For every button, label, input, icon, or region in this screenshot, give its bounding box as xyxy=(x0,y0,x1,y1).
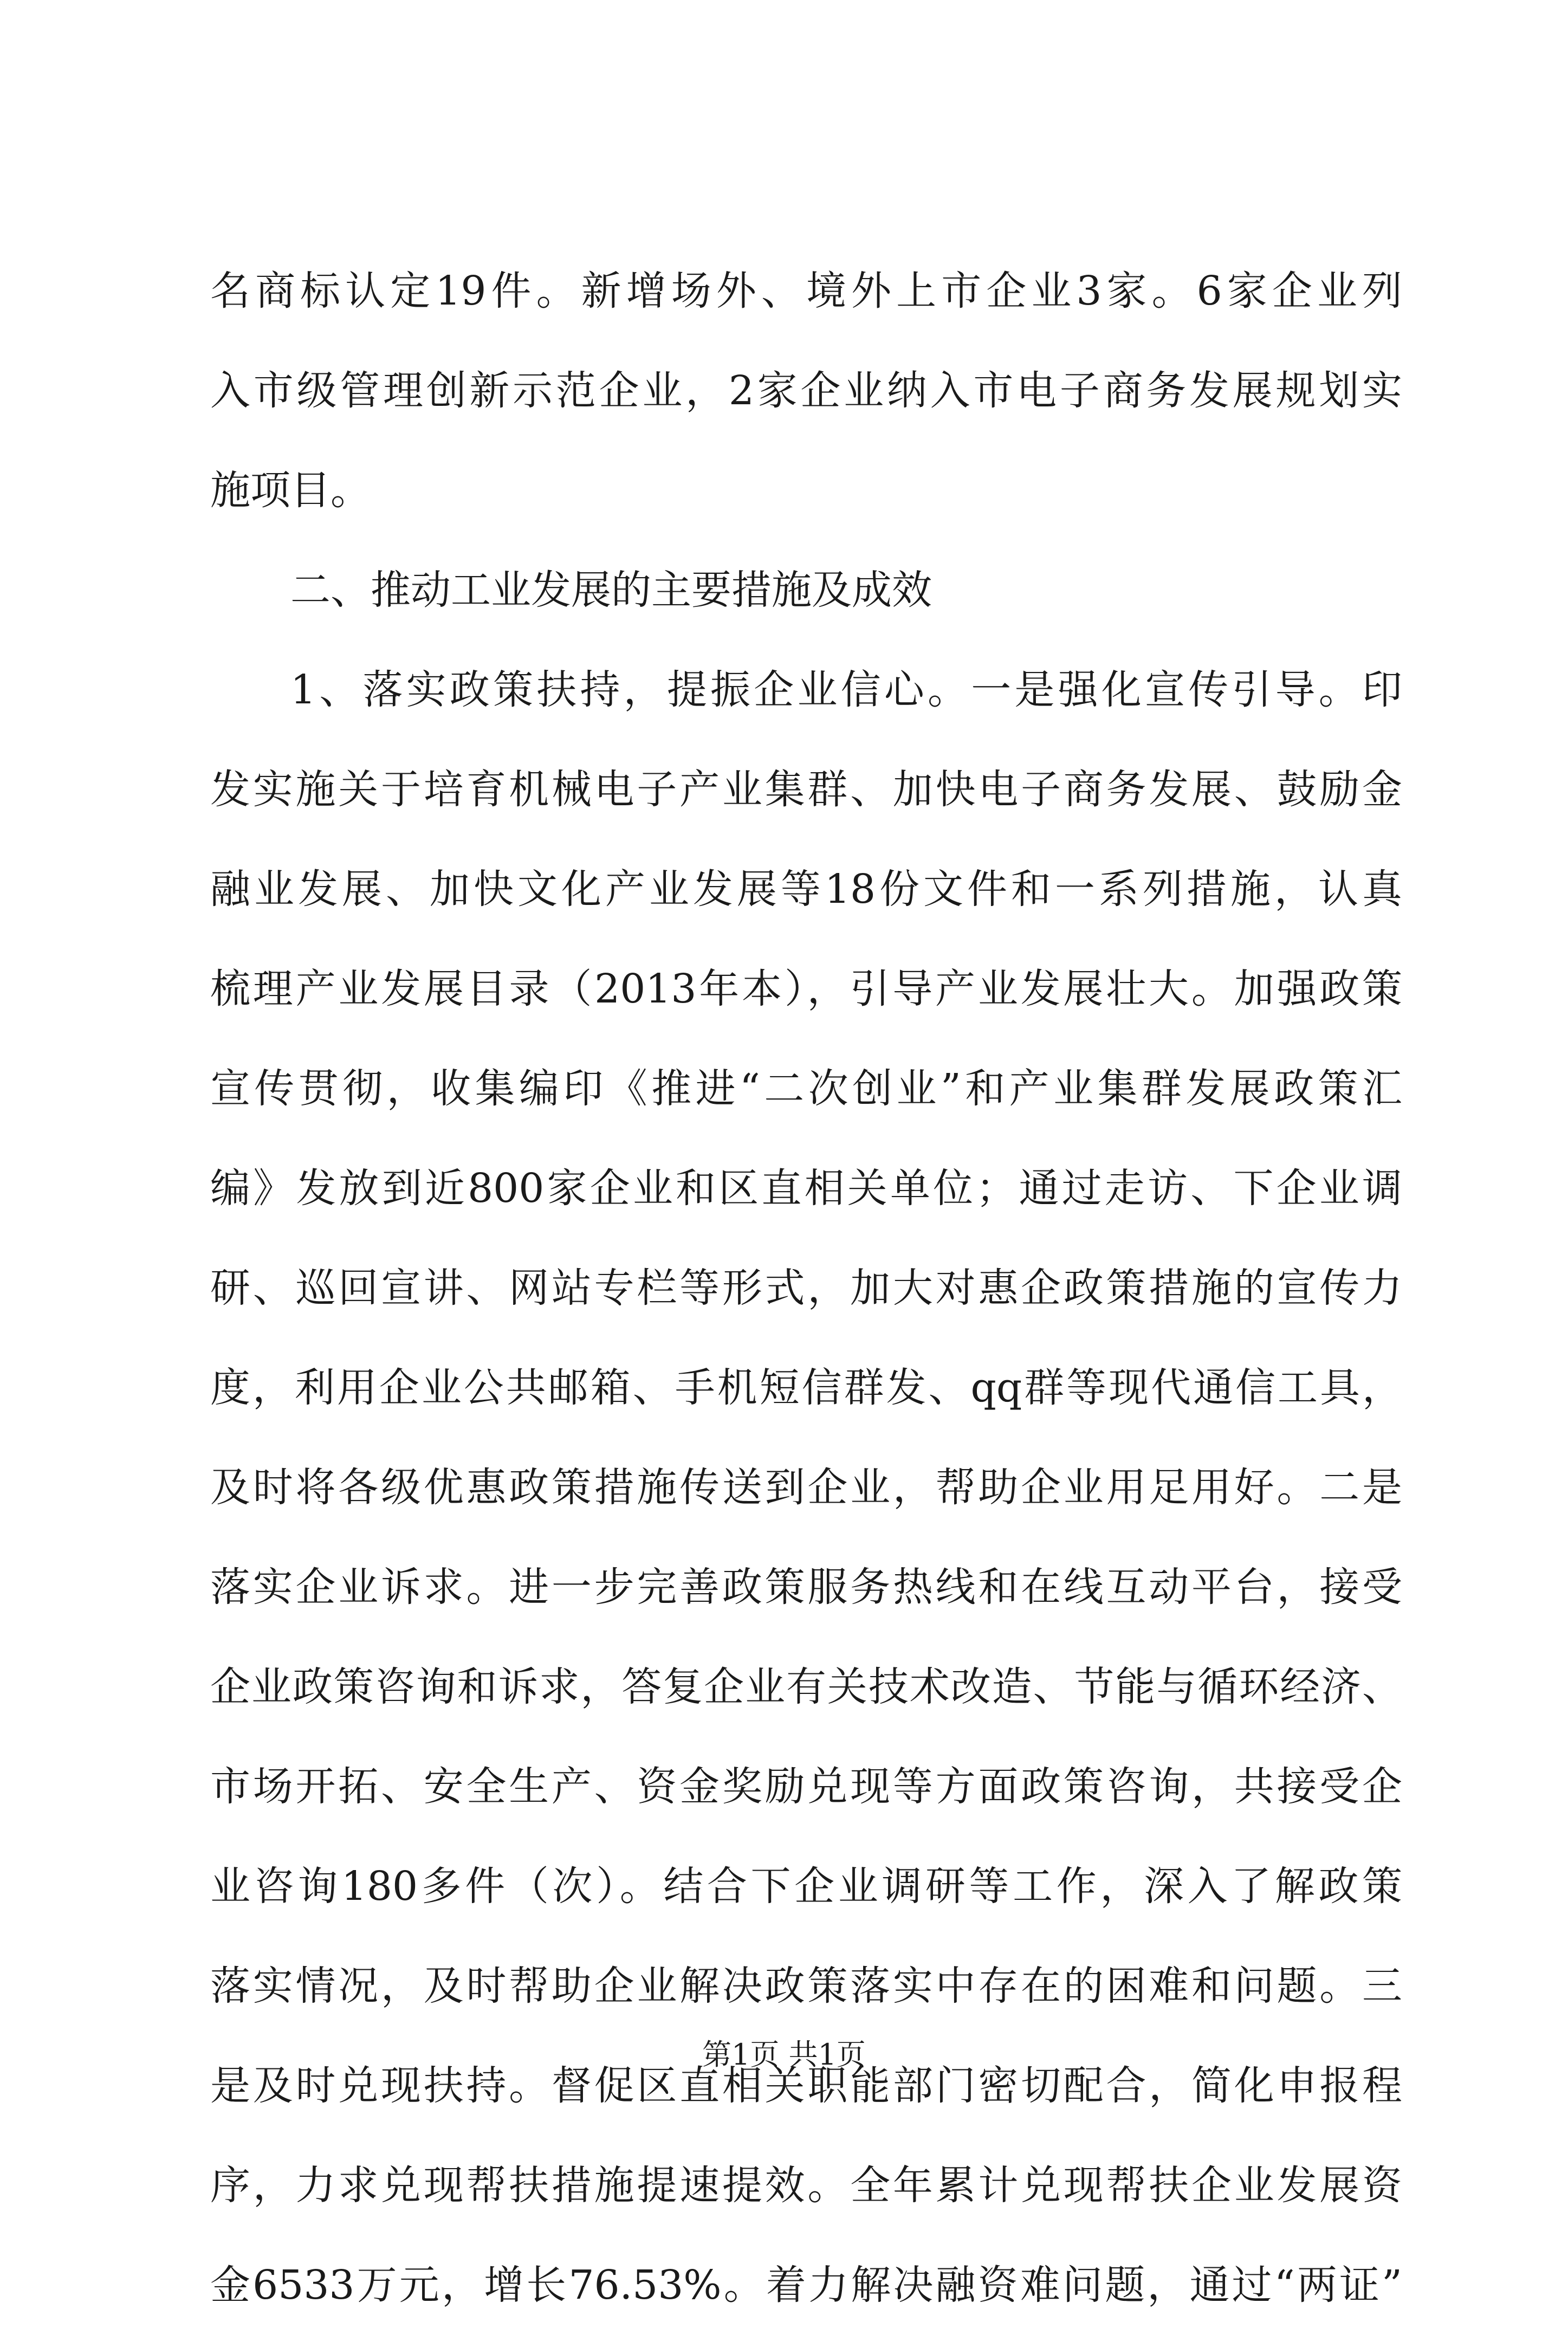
text-line: 编》发放到近800家企业和区直相关单位；通过走访、下企业调 xyxy=(210,1165,1402,1212)
text-line: 业咨询180多件（次）。结合下企业调研等工作，深入了解政策 xyxy=(210,1863,1402,1910)
document-body xyxy=(210,241,1402,2335)
text-line: 融业发展、加快文化产业发展等18份文件和一系列措施，认真 xyxy=(210,866,1402,913)
text-line: 金6533万元，增长76.53%。着力解决融资难问题，通过“两证” xyxy=(210,2262,1402,2308)
text-line: 市场开拓、安全生产、资金奖励兑现等方面政策咨询，共接受企 xyxy=(210,1763,1402,1810)
text-line: 序，力求兑现帮扶措施提速提效。全年累计兑现帮扶企业发展资 xyxy=(210,2162,1402,2209)
text-line: 企业政策咨询和诉求，答复企业有关技术改造、节能与循环经济、 xyxy=(210,1664,1402,1710)
text-line: 1、落实政策扶持，提振企业信心。一是强化宣传引导。印 xyxy=(290,667,1402,713)
text-line: 发实施关于培育机械电子产业集群、加快电子商务发展、鼓励金 xyxy=(210,766,1402,813)
text-line: 及时将各级优惠政策措施传送到企业，帮助企业用足用好。二是 xyxy=(210,1464,1402,1511)
text-line: 宣传贯彻，收集编印《推进“二次创业”和产业集群发展政策汇 xyxy=(210,1065,1402,1112)
text-line: 名商标认定19件。新增场外、境外上市企业3家。6家企业列 xyxy=(210,268,1402,314)
text-line: 施项目。 xyxy=(210,467,371,514)
text-line: 度，利用企业公共邮箱、手机短信群发、qq群等现代通信工具， xyxy=(210,1364,1402,1411)
text-line: 梳理产业发展目录（2013年本），引导产业发展壮大。加强政策 xyxy=(210,966,1402,1012)
page-footer: 第1页 共1页 xyxy=(702,2038,866,2072)
text-line: 研、巡回宣讲、网站专栏等形式，加大对惠企政策措施的宣传力 xyxy=(210,1265,1402,1311)
text-line: 落实企业诉求。进一步完善政策服务热线和在线互动平台，接受 xyxy=(210,1564,1402,1610)
section-heading: 二、推动工业发展的主要措施及成效 xyxy=(290,567,932,613)
text-line: 入市级管理创新示范企业，2家企业纳入市电子商务发展规划实 xyxy=(210,367,1402,414)
text-line: 是及时兑现扶持。督促区直相关职能部门密切配合，简化申报程 xyxy=(210,2062,1402,2109)
text-line: 落实情况，及时帮助企业解决政策落实中存在的困难和问题。三 xyxy=(210,1963,1402,2009)
